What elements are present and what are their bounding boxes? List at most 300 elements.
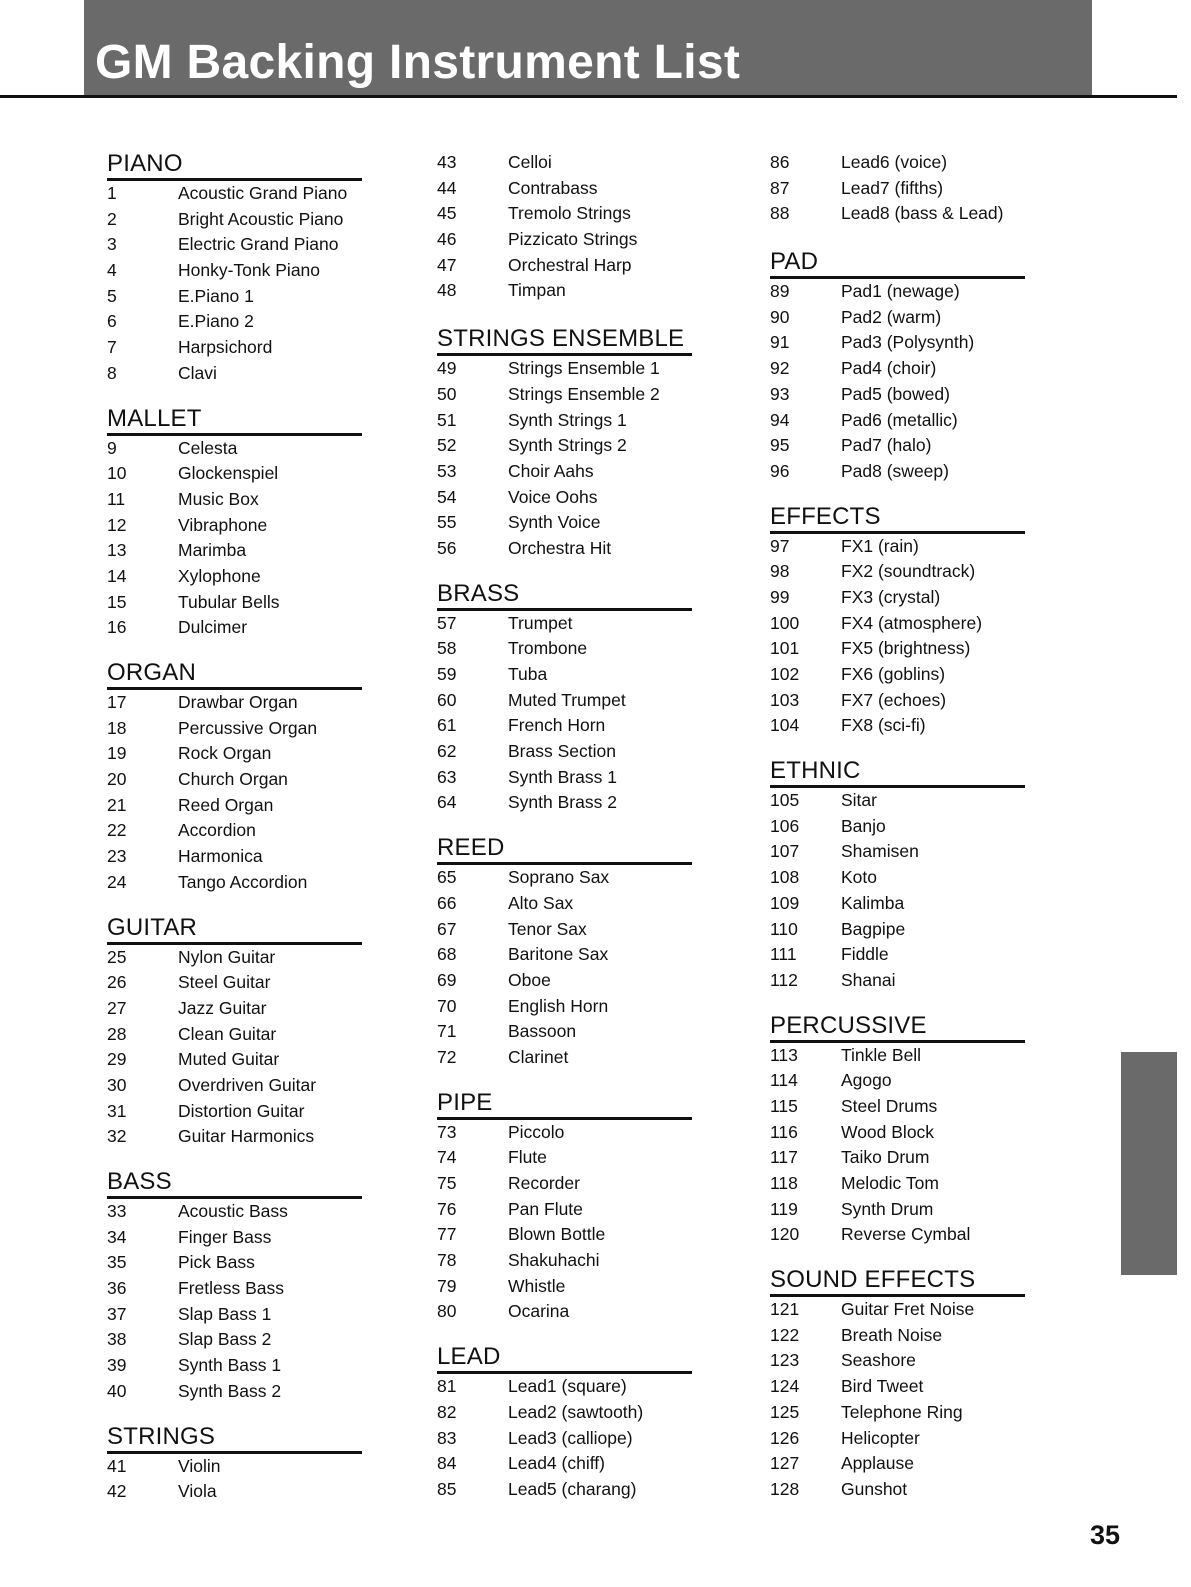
- instrument-name: Recorder: [508, 1173, 580, 1193]
- instrument-name: Reed Organ: [178, 794, 274, 815]
- instrument-number: 98: [770, 561, 790, 582]
- instrument-number: 91: [770, 332, 790, 353]
- instrument-row: [770, 814, 1070, 840]
- instrument-row: [107, 590, 407, 616]
- instrument-row: [770, 534, 1070, 560]
- instrument-number: 80: [437, 1301, 457, 1322]
- instrument-name: Pad7 (halo): [841, 435, 932, 456]
- instrument-number: 103: [770, 689, 800, 710]
- section-effects: [770, 503, 1070, 740]
- instrument-row: [437, 713, 737, 739]
- instrument-number: 25: [107, 946, 127, 967]
- instrument-row: [437, 611, 737, 637]
- instrument-name: E.Piano 1: [178, 285, 254, 306]
- instrument-name: FX5 (brightness): [841, 638, 971, 659]
- instrument-number: 71: [437, 1021, 457, 1042]
- instrument-number: 29: [107, 1049, 127, 1070]
- instrument-name: Blown Bottle: [508, 1224, 606, 1245]
- instrument-number: 94: [770, 409, 790, 430]
- instrument-row: [437, 150, 737, 176]
- instrument-name: Lead4 (chiff): [508, 1453, 605, 1474]
- instrument-name: Slap Bass 2: [178, 1329, 272, 1350]
- instrument-row: [107, 513, 407, 539]
- instrument-name: Pad8 (sweep): [841, 460, 949, 481]
- instrument-row: [107, 1225, 407, 1251]
- instrument-name: Synth Brass 1: [508, 766, 617, 787]
- instrument-row: [770, 356, 1070, 382]
- instrument-number: 79: [437, 1275, 457, 1296]
- instrument-row: [437, 382, 737, 408]
- instrument-number: 75: [437, 1173, 457, 1193]
- instrument-row: [437, 917, 737, 943]
- instrument-row: [770, 201, 1070, 227]
- instrument-name: Lead2 (sawtooth): [508, 1401, 644, 1422]
- instrument-name: Lead5 (charang): [508, 1478, 637, 1499]
- instrument-number: 22: [107, 820, 127, 841]
- instrument-name: Piccolo: [508, 1121, 565, 1142]
- instrument-number: 92: [770, 358, 790, 379]
- instrument-name: Lead6 (voice): [841, 152, 948, 172]
- instrument-name: Violin: [178, 1455, 221, 1476]
- instrument-number: 30: [107, 1074, 127, 1095]
- section-mallet: [107, 405, 407, 642]
- instrument-name: Orchestra Hit: [508, 537, 612, 558]
- instrument-name: Pad1 (newage): [841, 281, 960, 302]
- instrument-row: [107, 538, 407, 564]
- instrument-name: Acoustic Bass: [178, 1201, 288, 1221]
- instrument-row: [107, 1124, 407, 1150]
- instrument-row: [107, 1276, 407, 1302]
- instrument-number: 111: [770, 944, 797, 965]
- instrument-number: 105: [770, 790, 800, 811]
- section-strings: [107, 1423, 407, 1505]
- instrument-row: [770, 713, 1070, 739]
- section-guitar: [107, 914, 407, 1151]
- instrument-row: [770, 839, 1070, 865]
- instrument-name: Ocarina: [508, 1301, 570, 1322]
- instrument-number: 120: [770, 1224, 800, 1245]
- instrument-name: Banjo: [841, 815, 886, 836]
- instrument-row: [770, 1374, 1070, 1400]
- instrument-row: [437, 356, 737, 382]
- instrument-number: 62: [437, 741, 457, 762]
- instrument-row: [107, 844, 407, 870]
- instrument-number: 49: [437, 358, 457, 379]
- page-number: 35: [1090, 1520, 1121, 1550]
- instrument-name: Lead1 (square): [508, 1376, 627, 1397]
- instrument-row: [107, 181, 407, 207]
- instrument-name: Percussive Organ: [178, 717, 318, 738]
- instrument-number: 121: [770, 1299, 800, 1320]
- instrument-number: 23: [107, 846, 127, 867]
- instrument-row: [437, 968, 737, 994]
- instrument-row: [437, 510, 737, 536]
- instrument-number: 52: [437, 435, 457, 456]
- instrument-name: Reverse Cymbal: [841, 1224, 971, 1245]
- instrument-row: [770, 585, 1070, 611]
- section-bass: [107, 1168, 407, 1405]
- instrument-row: [770, 408, 1070, 434]
- instrument-row: [770, 1400, 1070, 1426]
- instrument-name: Pad5 (bowed): [841, 383, 950, 404]
- instrument-name: Helicopter: [841, 1427, 920, 1448]
- instrument-name: Alto Sax: [508, 892, 574, 913]
- instrument-number: 89: [770, 281, 790, 302]
- instrument-name: Pan Flute: [508, 1198, 583, 1219]
- section-title: PIPE: [437, 1089, 692, 1120]
- instrument-number: 56: [437, 537, 457, 558]
- instrument-number: 19: [107, 743, 127, 764]
- instrument-name: Trumpet: [508, 612, 573, 633]
- section-title: BASS: [107, 1168, 362, 1199]
- instrument-row: [437, 278, 737, 304]
- instrument-name: Celesta: [178, 437, 238, 458]
- instrument-row: [437, 765, 737, 791]
- instrument-row: [107, 361, 407, 387]
- instrument-name: Tenor Sax: [508, 918, 587, 939]
- instrument-row: [107, 436, 407, 462]
- section-title: GUITAR: [107, 914, 362, 945]
- section-title: BRASS: [437, 580, 692, 611]
- instrument-row: [437, 253, 737, 279]
- section-brass: [437, 580, 737, 817]
- instrument-row: [437, 1299, 737, 1325]
- instrument-row: [437, 1045, 737, 1071]
- instrument-name: Baritone Sax: [508, 944, 609, 965]
- instrument-number: 48: [437, 280, 457, 301]
- section-reed: [437, 834, 737, 1071]
- instrument-name: Whistle: [508, 1275, 566, 1296]
- instrument-row: [770, 459, 1070, 485]
- instrument-row: [107, 1327, 407, 1353]
- instrument-name: Orchestral Harp: [508, 254, 632, 275]
- instrument-row: [437, 227, 737, 253]
- instrument-row: [770, 891, 1070, 917]
- instrument-name: Fiddle: [841, 944, 889, 965]
- instrument-row: [770, 176, 1070, 202]
- instrument-number: 74: [437, 1147, 457, 1168]
- instrument-number: 64: [437, 792, 457, 813]
- instrument-name: Steel Drums: [841, 1095, 938, 1116]
- instrument-row: [107, 1047, 407, 1073]
- instrument-row: [437, 1274, 737, 1300]
- instrument-number: 101: [770, 638, 800, 659]
- section-ethnic: [770, 757, 1070, 994]
- instrument-row: [107, 870, 407, 896]
- instrument-name: Drawbar Organ: [178, 692, 298, 712]
- instrument-name: Seashore: [841, 1350, 916, 1371]
- instrument-number: 11: [107, 488, 126, 509]
- instrument-row: [437, 536, 737, 562]
- instrument-name: FX4 (atmosphere): [841, 612, 983, 633]
- section-pad: [770, 248, 1070, 485]
- instrument-row: [770, 1171, 1070, 1197]
- instrument-row: [437, 1477, 737, 1503]
- instrument-number: 6: [107, 311, 117, 332]
- instrument-name: Distortion Guitar: [178, 1100, 305, 1121]
- instrument-number: 10: [107, 463, 127, 484]
- instrument-name: Clean Guitar: [178, 1023, 277, 1044]
- instrument-row: [437, 662, 737, 688]
- instrument-name: Pad2 (warm): [841, 306, 942, 327]
- instrument-number: 122: [770, 1324, 800, 1345]
- instrument-name: Soprano Sax: [508, 867, 610, 888]
- header-rule: [0, 95, 1177, 98]
- instrument-row: [107, 690, 407, 716]
- instrument-row: [107, 284, 407, 310]
- instrument-number: 109: [770, 892, 800, 913]
- instrument-number: 112: [770, 969, 798, 990]
- instrument-name: FX7 (echoes): [841, 689, 947, 710]
- instrument-name: Muted Trumpet: [508, 689, 626, 710]
- section-title: SOUND EFFECTS: [770, 1266, 1025, 1297]
- instrument-name: Electric Grand Piano: [178, 234, 339, 255]
- instrument-row: [770, 968, 1070, 994]
- instrument-number: 113: [770, 1044, 798, 1065]
- instrument-name: Pad3 (Polysynth): [841, 332, 975, 353]
- instrument-name: Fretless Bass: [178, 1278, 284, 1299]
- instrument-name: Pick Bass: [178, 1252, 255, 1273]
- instrument-number: 93: [770, 383, 790, 404]
- instrument-row: [107, 1479, 407, 1505]
- instrument-number: 12: [107, 514, 127, 535]
- instrument-row: [107, 1022, 407, 1048]
- section-title: MALLET: [107, 405, 362, 436]
- instrument-name: E.Piano 2: [178, 311, 254, 332]
- instrument-number: 18: [107, 717, 127, 738]
- instrument-number: 14: [107, 565, 127, 586]
- instrument-number: 47: [437, 254, 457, 275]
- instrument-row: [107, 1454, 407, 1480]
- instrument-name: Accordion: [178, 820, 256, 841]
- instrument-row: [437, 1019, 737, 1045]
- instrument-row: [770, 1348, 1070, 1374]
- instrument-row: [107, 335, 407, 361]
- instrument-number: 108: [770, 867, 800, 888]
- instrument-number: 38: [107, 1329, 127, 1350]
- instrument-number: 90: [770, 306, 790, 327]
- instrument-number: 102: [770, 664, 800, 684]
- instrument-name: Guitar Harmonics: [178, 1126, 315, 1147]
- instrument-row: [437, 1145, 737, 1171]
- instrument-number: 45: [437, 203, 457, 224]
- instrument-name: Strings Ensemble 1: [508, 358, 660, 379]
- instrument-row: [437, 1400, 737, 1426]
- instrument-name: Lead8 (bass & Lead): [841, 203, 1004, 224]
- instrument-row: [770, 611, 1070, 637]
- instrument-row: [437, 1451, 737, 1477]
- instrument-row: [107, 996, 407, 1022]
- instrument-name: Synth Drum: [841, 1198, 934, 1219]
- instrument-number: 53: [437, 460, 457, 481]
- section-title: LEAD: [437, 1343, 692, 1374]
- instrument-name: Choir Aahs: [508, 460, 594, 481]
- instrument-number: 15: [107, 591, 127, 612]
- instrument-row: [107, 716, 407, 742]
- instrument-name: Finger Bass: [178, 1226, 272, 1247]
- instrument-number: 66: [437, 892, 457, 913]
- instrument-number: 68: [437, 944, 457, 965]
- instrument-number: 61: [437, 715, 457, 736]
- instrument-row: [107, 232, 407, 258]
- instrument-row: [107, 793, 407, 819]
- instrument-row: [437, 688, 737, 714]
- instrument-name: Muted Guitar: [178, 1049, 280, 1070]
- section-lead: [437, 1343, 737, 1502]
- instrument-row: [107, 309, 407, 335]
- instrument-name: FX8 (sci-fi): [841, 715, 926, 736]
- instrument-name: Music Box: [178, 488, 259, 509]
- instrument-name: Xylophone: [178, 565, 261, 586]
- instrument-name: Dulcimer: [178, 617, 248, 638]
- instrument-number: 27: [107, 997, 127, 1018]
- instrument-row: [770, 559, 1070, 585]
- instrument-number: 63: [437, 766, 457, 787]
- instrument-name: Bassoon: [508, 1021, 577, 1042]
- instrument-name: Viola: [178, 1481, 217, 1502]
- instrument-row: [770, 917, 1070, 943]
- instrument-name: Brass Section: [508, 741, 616, 762]
- instrument-row: [437, 1248, 737, 1274]
- instrument-number: 44: [437, 177, 457, 198]
- instrument-row: [437, 433, 737, 459]
- instrument-name: Harpsichord: [178, 337, 273, 358]
- instrument-number: 13: [107, 540, 127, 561]
- instrument-row: [107, 1302, 407, 1328]
- instrument-row: [770, 1197, 1070, 1223]
- instrument-number: 24: [107, 871, 127, 892]
- instrument-row: [770, 330, 1070, 356]
- instrument-row: [770, 688, 1070, 714]
- instrument-name: FX1 (rain): [841, 535, 919, 556]
- section-title: PAD: [770, 248, 1025, 279]
- instrument-name: Tango Accordion: [178, 871, 308, 892]
- instrument-name: Applause: [841, 1453, 914, 1474]
- instrument-number: 42: [107, 1481, 127, 1502]
- instrument-row: [437, 1197, 737, 1223]
- instrument-number: 28: [107, 1023, 127, 1044]
- section-pipe: [437, 1089, 737, 1326]
- instrument-row: [770, 1451, 1070, 1477]
- instrument-number: 36: [107, 1278, 127, 1299]
- instrument-row: [107, 741, 407, 767]
- instrument-row: [770, 662, 1070, 688]
- section-title: STRINGS: [107, 1423, 362, 1454]
- instrument-row: [437, 739, 737, 765]
- instrument-number: 17: [107, 692, 127, 712]
- instrument-number: 54: [437, 486, 457, 507]
- instrument-name: Tubular Bells: [178, 591, 280, 612]
- instrument-row: [107, 945, 407, 971]
- instrument-name: Nylon Guitar: [178, 946, 276, 967]
- instrument-name: Synth Strings 1: [508, 409, 627, 430]
- instrument-number: 110: [770, 918, 798, 939]
- instrument-number: 39: [107, 1355, 127, 1376]
- instrument-number: 126: [770, 1427, 800, 1448]
- instrument-row: [107, 1099, 407, 1125]
- instrument-row: [437, 408, 737, 434]
- instrument-name: Timpan: [508, 280, 566, 301]
- instrument-row: [107, 1353, 407, 1379]
- instrument-name: Agogo: [841, 1070, 892, 1091]
- instrument-name: Breath Noise: [841, 1324, 943, 1345]
- instrument-row: [107, 767, 407, 793]
- instrument-number: 78: [437, 1250, 457, 1271]
- instrument-number: 73: [437, 1121, 457, 1142]
- instrument-name: Pad4 (choir): [841, 358, 937, 379]
- instrument-name: Contrabass: [508, 177, 598, 198]
- column-3: [770, 150, 1070, 1503]
- instrument-name: Synth Bass 2: [178, 1380, 282, 1401]
- instrument-name: Pad6 (metallic): [841, 409, 958, 430]
- instrument-row: [437, 636, 737, 662]
- instrument-row: [770, 1323, 1070, 1349]
- instrument-number: 124: [770, 1376, 800, 1397]
- instrument-row: [770, 1043, 1070, 1069]
- instrument-name: Glockenspiel: [178, 463, 279, 484]
- section-title: EFFECTS: [770, 503, 1025, 534]
- instrument-name: Slap Bass 1: [178, 1303, 272, 1324]
- instrument-row: [437, 176, 737, 202]
- instrument-name: Harmonica: [178, 846, 263, 867]
- instrument-number: 127: [770, 1453, 800, 1474]
- column-1: [107, 150, 407, 1505]
- instrument-row: [107, 1073, 407, 1099]
- instrument-name: Shamisen: [841, 841, 919, 862]
- instrument-row: [770, 942, 1070, 968]
- instrument-name: Synth Bass 1: [178, 1355, 282, 1376]
- instrument-row: [437, 891, 737, 917]
- instrument-row: [437, 790, 737, 816]
- instrument-name: Vibraphone: [178, 514, 268, 535]
- instrument-number: 20: [107, 769, 127, 790]
- section-title: REED: [437, 834, 692, 865]
- instrument-name: Jazz Guitar: [178, 997, 267, 1018]
- section-title: PIANO: [107, 150, 362, 181]
- instrument-row: [437, 201, 737, 227]
- instrument-name: Voice Oohs: [508, 486, 598, 507]
- instrument-name: Synth Voice: [508, 512, 601, 533]
- instrument-number: 58: [437, 638, 457, 659]
- instrument-name: Tuba: [508, 664, 548, 684]
- instrument-row: [437, 1120, 737, 1146]
- instrument-row: [770, 1426, 1070, 1452]
- instrument-number: 77: [437, 1224, 457, 1245]
- instrument-number: 104: [770, 715, 800, 736]
- instrument-number: 95: [770, 435, 790, 456]
- instrument-row: [437, 1222, 737, 1248]
- instrument-name: Lead3 (calliope): [508, 1427, 633, 1448]
- instrument-row: [770, 1297, 1070, 1323]
- instrument-number: 119: [770, 1198, 798, 1219]
- section-sound-effects: [770, 1266, 1070, 1503]
- instrument-number: 99: [770, 586, 790, 607]
- instrument-name: Koto: [841, 867, 877, 888]
- instrument-number: 125: [770, 1401, 800, 1422]
- instrument-row: [107, 1199, 407, 1225]
- instrument-row: [107, 258, 407, 284]
- instrument-name: Strings Ensemble 2: [508, 383, 660, 404]
- instrument-row: [770, 1068, 1070, 1094]
- section-title: ETHNIC: [770, 757, 1025, 788]
- instrument-number: 46: [437, 229, 457, 250]
- instrument-number: 50: [437, 383, 457, 404]
- instrument-number: 40: [107, 1380, 127, 1401]
- instrument-number: 114: [770, 1070, 798, 1091]
- instrument-name: Honky-Tonk Piano: [178, 260, 321, 281]
- instrument-row: [437, 459, 737, 485]
- column-2: [437, 150, 737, 1503]
